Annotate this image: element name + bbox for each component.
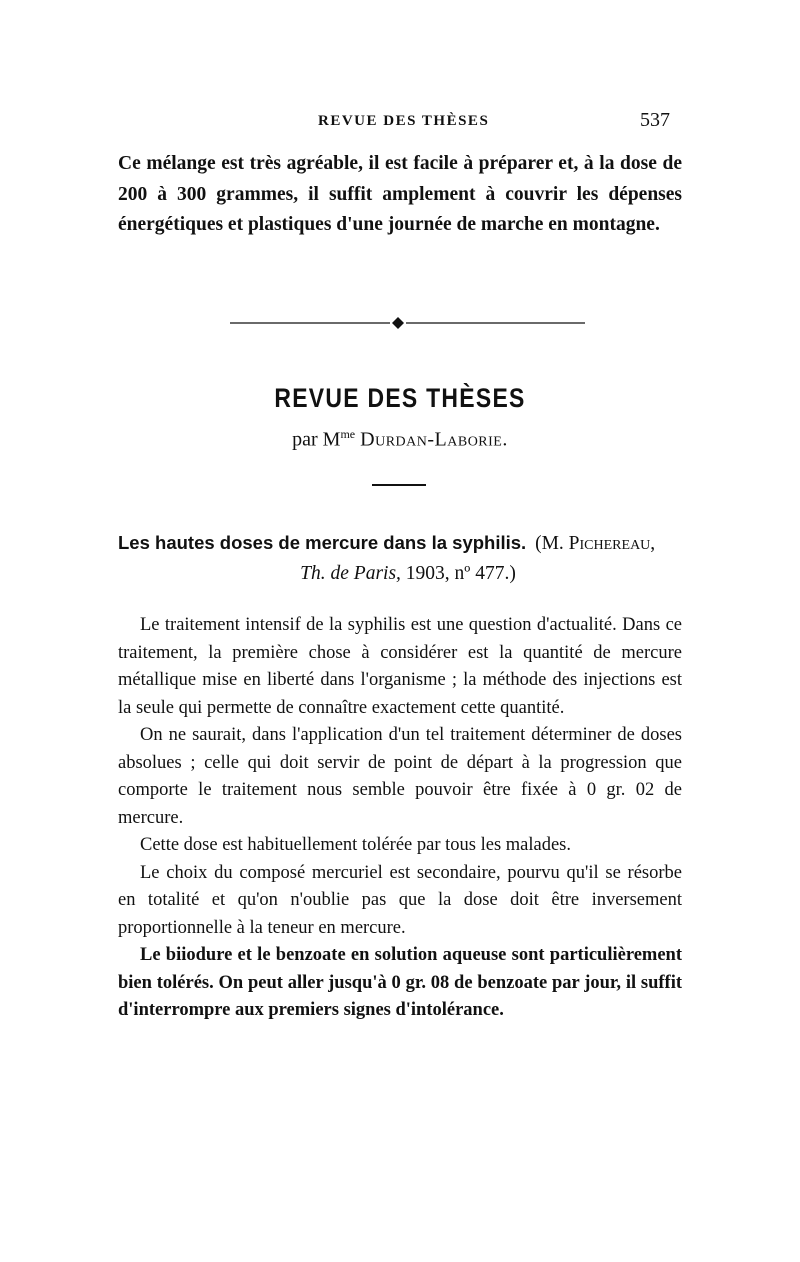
- running-head-title: REVUE DES THÈSES: [318, 113, 490, 129]
- thesis-author-open: (M.: [535, 533, 569, 554]
- paragraph: Cette dose est habituellement tolérée par tous les malades.: [140, 835, 572, 855]
- byline-author: Durdan-Laborie.: [360, 428, 508, 451]
- thesis-reference: [118, 559, 688, 589]
- paragraph: On ne saurait, dans l'application d'un tel traitement déterminer de doses absolues ; celle qui doit servir de point de départ à la progression que comporte le traitement nous semble pouvoir être fixée à 0 gr. 02 de mercure.: [118, 725, 682, 828]
- page-number: 537: [640, 109, 670, 131]
- thesis-title: Les hautes doses de mercure dans la syphilis.: [118, 532, 527, 553]
- section-divider-ornament: [230, 316, 585, 330]
- byline-prefix: par M: [292, 428, 341, 451]
- thesis-reference-rest: 1903, nº 477.): [405, 563, 516, 584]
- byline-title-sup: me: [340, 427, 356, 441]
- short-rule-divider: [372, 484, 426, 486]
- intro-paragraph: Ce mélange est très agréable, il est facile à préparer et, à la dose de 200 à 300 grammes, il suffit amplement à couvrir les dépenses énergétiques et plastiques d'une journée de marche en montagne.: [118, 153, 682, 235]
- thesis-author: Pichereau,: [568, 533, 656, 554]
- paragraph: Le traitement intensif de la syphilis est une question d'actualité. Dans ce traitement, la première chose à considérer est la quantité de mercure métallique mise en liberté dans l'organisme ; la méthode des injections est la seule qui permette de connaître exactement cette quantité.: [118, 615, 682, 718]
- thesis-review-body: [118, 612, 682, 1025]
- paragraph: Le biiodure et le benzoate en solution aqueuse sont particulièrement bien tolérés. On peut aller jusqu'à 0 gr. 08 de benzoate par jour, il suffit d'interrompre aux premiers signes d'intolérance.: [118, 945, 682, 1020]
- thesis-heading: [118, 528, 688, 589]
- byline: [0, 427, 800, 452]
- section-title: REVUE DES THÈSES: [274, 383, 526, 413]
- thesis-reference-italic: Th. de Paris,: [300, 563, 401, 584]
- running-head: [0, 109, 800, 137]
- paragraph: Le choix du composé mercuriel est secondaire, pourvu qu'il se résorbe en totalité et qu'on n'oublie pas que la dose doit être inversement proportionnelle à la teneur en mercure.: [118, 862, 682, 938]
